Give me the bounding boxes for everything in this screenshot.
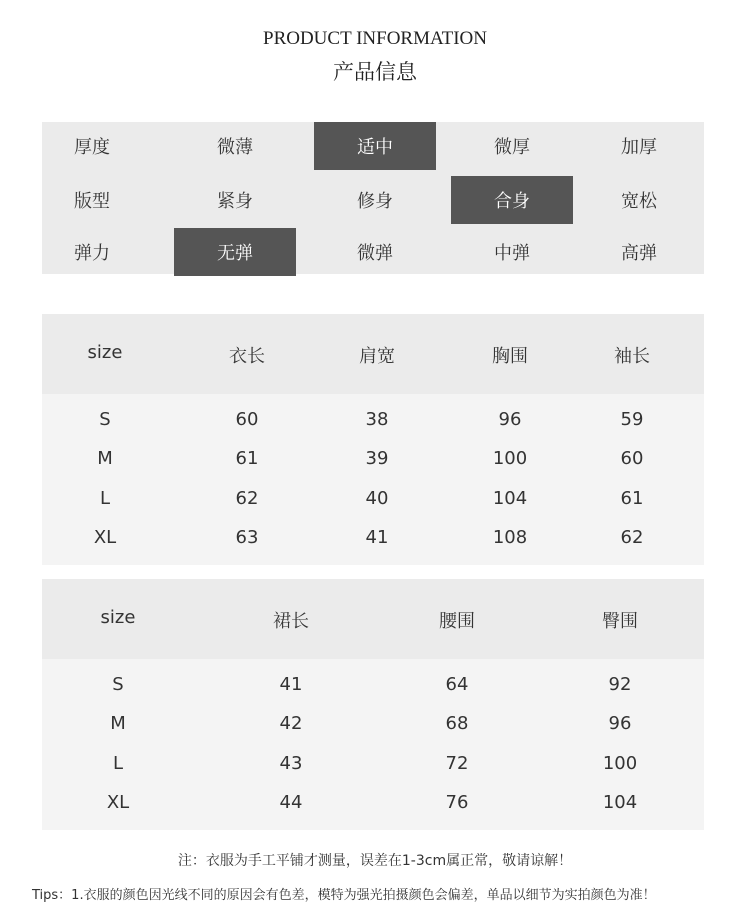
attribute-option: 微弹 — [357, 243, 393, 264]
table-cell: 64 — [445, 674, 469, 695]
table-cell: 41 — [365, 527, 389, 548]
attribute-label: 弹力 — [74, 243, 110, 264]
table-cell: XL — [93, 527, 117, 548]
table-cell: 44 — [279, 792, 303, 813]
attribute-label: 厚度 — [74, 137, 110, 158]
table-cell: 43 — [279, 753, 303, 774]
table-header-cell: 肩宽 — [359, 346, 395, 367]
table-cell: 38 — [365, 409, 389, 430]
table-cell: 62 — [620, 527, 644, 548]
table-cell: 62 — [235, 488, 259, 509]
attribute-option: 宽松 — [621, 191, 657, 212]
table-cell: M — [97, 448, 113, 469]
table-cell: 96 — [608, 713, 632, 734]
attribute-option: 加厚 — [621, 137, 657, 158]
table-cell: 96 — [498, 409, 522, 430]
skirt-size-table — [42, 579, 704, 830]
table-cell: S — [112, 674, 124, 695]
attribute-option: 适中 — [314, 122, 436, 170]
table-header-cell: 臀围 — [602, 611, 638, 632]
table-cell: 104 — [492, 488, 528, 509]
table-cell: XL — [106, 792, 130, 813]
table-header-cell: size — [100, 607, 136, 628]
table-header-cell: 胸围 — [492, 346, 528, 367]
table-cell: 39 — [365, 448, 389, 469]
table-cell: 42 — [279, 713, 303, 734]
table-cell: 63 — [235, 527, 259, 548]
table-cell: 76 — [445, 792, 469, 813]
title-chinese: 产品信息 — [333, 60, 417, 84]
measurement-note: 注：衣服为手工平铺才测量，误差在1-3cm属正常，敬请谅解！ — [177, 853, 573, 869]
title-english: PRODUCT INFORMATION — [263, 28, 487, 49]
table-cell: 72 — [445, 753, 469, 774]
table-cell: 41 — [279, 674, 303, 695]
top-size-table — [42, 314, 704, 565]
attribute-option: 高弹 — [621, 243, 657, 264]
table-cell: 59 — [620, 409, 644, 430]
color-tips: Tips：1.衣服的颜色因光线不同的原因会有色差，模特为强光拍摄颜色会偏差，单品以细节为实拍颜色为准！ — [32, 888, 656, 903]
table-cell: S — [99, 409, 111, 430]
table-cell: L — [112, 753, 124, 774]
table-cell: M — [110, 713, 126, 734]
table-cell: L — [99, 488, 111, 509]
table-cell: 60 — [235, 409, 259, 430]
table-header-cell: 袖长 — [614, 346, 650, 367]
attribute-option: 合身 — [451, 176, 573, 224]
table-header-cell: size — [87, 342, 123, 363]
attribute-panel — [42, 122, 704, 274]
table-cell: 100 — [492, 448, 528, 469]
table-cell: 68 — [445, 713, 469, 734]
table-header-cell: 腰围 — [439, 611, 475, 632]
table-cell: 108 — [492, 527, 528, 548]
attribute-option: 中弹 — [494, 243, 530, 264]
attribute-label: 版型 — [74, 191, 110, 212]
attribute-option: 修身 — [357, 191, 393, 212]
table-header-cell: 裙长 — [273, 611, 309, 632]
attribute-option: 无弹 — [174, 228, 296, 276]
table-cell: 40 — [365, 488, 389, 509]
attribute-row-elasticity — [42, 228, 704, 276]
attribute-row-thickness — [42, 122, 704, 170]
attribute-option: 微厚 — [494, 137, 530, 158]
table-cell: 92 — [608, 674, 632, 695]
table-cell: 104 — [602, 792, 638, 813]
table-header-cell: 衣长 — [229, 346, 265, 367]
table-cell: 60 — [620, 448, 644, 469]
table-cell: 61 — [235, 448, 259, 469]
attribute-option: 微薄 — [217, 137, 253, 158]
attribute-option: 紧身 — [217, 191, 253, 212]
table-cell: 61 — [620, 488, 644, 509]
attribute-row-fit — [42, 176, 704, 224]
table-cell: 100 — [602, 753, 638, 774]
